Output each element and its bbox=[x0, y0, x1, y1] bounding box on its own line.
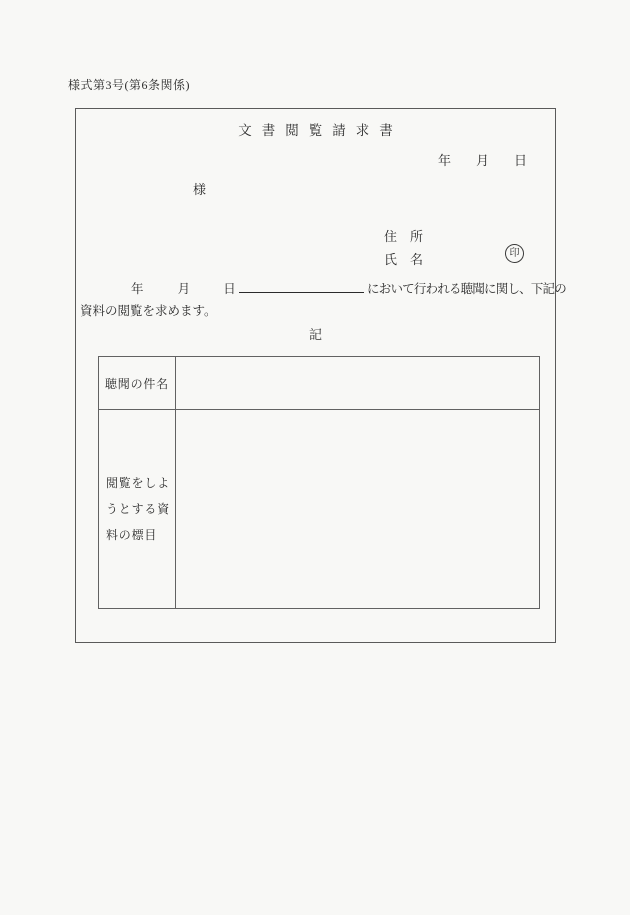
seal-character: 印 bbox=[509, 247, 520, 259]
table-value-hearing-case bbox=[176, 357, 539, 410]
table-value-materials-title bbox=[176, 410, 539, 608]
body-line-2: 資料の閲覧を求めます。 bbox=[80, 304, 217, 318]
record-marker: 記 bbox=[308, 327, 322, 342]
request-table bbox=[98, 356, 540, 609]
body-day-label: 日 bbox=[223, 282, 236, 296]
body-month-label: 月 bbox=[177, 282, 191, 296]
form-title: 文書閲覧請求書 bbox=[238, 123, 403, 138]
request-form-box bbox=[75, 108, 566, 643]
body-line-1 bbox=[80, 279, 566, 297]
table-header-hearing-case: 聴聞の件名 bbox=[99, 357, 176, 410]
table-header-materials-title: 閲覧をしようとする資料の標目 bbox=[99, 410, 176, 608]
address-label: 住 所 bbox=[384, 229, 424, 244]
name-label: 氏 名 bbox=[384, 252, 424, 267]
addressee-suffix: 様 bbox=[193, 182, 207, 197]
blank-fill-line bbox=[239, 280, 364, 293]
body-year-label: 年 bbox=[131, 282, 144, 296]
seal-stamp-icon bbox=[505, 244, 524, 263]
form-number-label: 様式第3号(第6条関係) bbox=[68, 78, 190, 92]
header-date-line: 年 月 日 bbox=[437, 153, 533, 168]
body-after-blank-text: において行われる聴聞に関し、下記の bbox=[367, 282, 566, 296]
